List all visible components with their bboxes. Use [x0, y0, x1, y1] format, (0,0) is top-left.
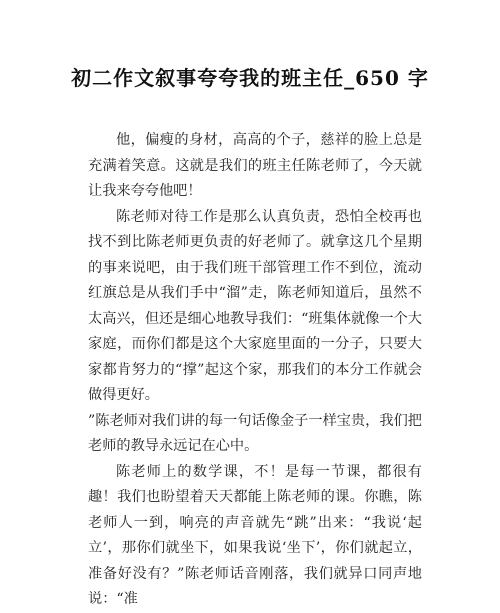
paragraph-4: 陈老师上的数学课，不！是每一节课，都很有趣！我们也盼望着天天都能上陈老师的课。你瞧，陈老师人一到，响亮的声音就先“跳”出来：“我说‘起立’，那你们就坐下，如果我说‘坐下’，你们就起立，准备好没有？”陈老师话音刚落，我们就异口同声地说：“准: [88, 463, 422, 607]
paragraph-2: 陈老师对待工作是那么认真负责，恐怕全校再也找不到比陈老师更负责的好老师了。就拿这几个星期的事来说吧，由于我们班干部管理工作不到位，流动红旗总是从我们手中“溜”走，陈老师知道后，虽然不太高兴，但还是细心地教导我们：“班集体就像一个大家庭，而你们都是这个大家庭里面的一分子，只要大家都肯努力的“撑”起这个家，那我们的本分工作就会做得更好。: [88, 208, 422, 403]
paragraph-1: 他，偏瘦的身材，高高的个子，慈祥的脸上总是充满着笑意。这就是我们的班主任陈老师了，今天就让我来夸夸他吧！: [88, 132, 422, 199]
paragraph-3: ”陈老师对我们讲的每一句话像金子一样宝贵，我们把老师的教导永远记在心中。: [88, 412, 422, 454]
article-body: [88, 128, 422, 613]
page-title: 初二作文叙事夸夸我的班主任_650 字: [71, 66, 429, 90]
